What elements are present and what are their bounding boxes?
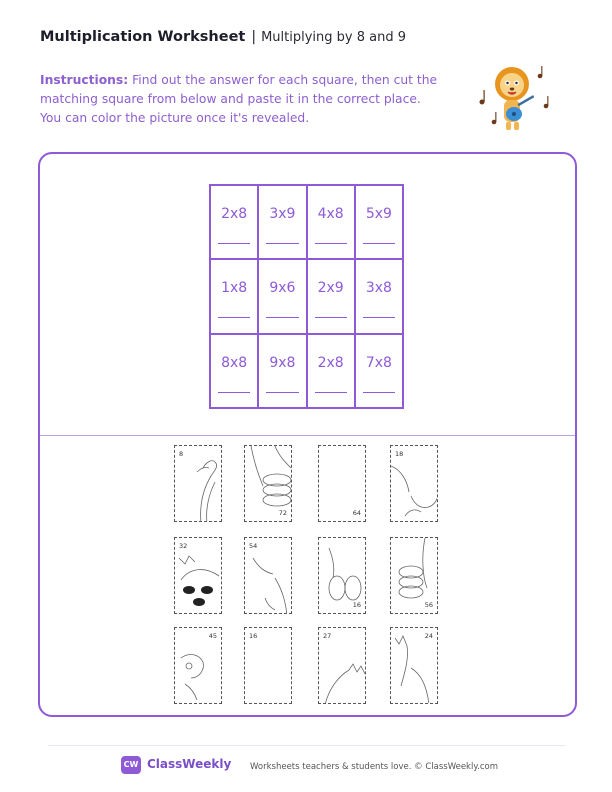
cut-divider (40, 435, 575, 436)
problem-text: 9x6 (269, 280, 296, 297)
answer-line[interactable] (266, 243, 298, 244)
lion-guitar-icon (474, 62, 554, 136)
lion-fragment-icon (391, 538, 438, 614)
piece-number: 27 (323, 632, 332, 640)
problem-text: 3x8 (365, 280, 392, 297)
lion-fragment-icon (391, 446, 438, 522)
problem-text: 8x8 (221, 354, 248, 371)
answer-line[interactable] (315, 317, 347, 318)
brand-name: ClassWeekly (147, 757, 232, 771)
problem-cell (258, 259, 306, 333)
header-separator: | (251, 29, 257, 45)
lion-fragment-icon (175, 628, 222, 704)
lion-fragment-icon (391, 628, 438, 704)
answer-line[interactable] (363, 243, 395, 244)
answer-line[interactable] (363, 392, 395, 393)
worksheet-header (40, 29, 406, 45)
cutout-piece[interactable] (318, 445, 366, 522)
classweekly-logo-icon: CW (121, 756, 141, 774)
lion-fragment-icon (175, 538, 222, 614)
problem-cell (210, 185, 258, 259)
problem-text: 2x9 (317, 280, 344, 297)
footer-divider (48, 745, 565, 746)
cutout-piece[interactable] (390, 537, 438, 614)
problem-text: 4x8 (317, 206, 344, 222)
instructions-text: Find out the answer for each square, then cut the matching square from below and paste it in the correct place. You can color the picture once it's revealed. (40, 73, 438, 125)
piece-number: 18 (395, 450, 404, 458)
cutout-piece[interactable] (318, 627, 366, 704)
problem-cell (258, 334, 306, 408)
multiplication-grid (209, 184, 404, 409)
problem-text: 9x8 (269, 354, 296, 371)
problem-text: 2x8 (317, 354, 344, 371)
answer-line[interactable] (218, 243, 250, 244)
problem-text: 3x9 (269, 206, 296, 222)
problem-text: 1x8 (221, 280, 248, 297)
lion-fragment-icon (319, 628, 366, 704)
cutout-piece[interactable] (174, 445, 222, 522)
problem-cell (258, 185, 306, 259)
piece-number: 72 (278, 509, 287, 517)
lion-fragment-icon (245, 446, 292, 522)
problem-cell (355, 259, 403, 333)
piece-number: 54 (249, 542, 258, 550)
cutout-piece[interactable] (390, 627, 438, 704)
piece-number: 56 (424, 601, 433, 609)
piece-number: 16 (249, 632, 258, 640)
lion-fragment-icon (175, 446, 222, 522)
answer-line[interactable] (315, 392, 347, 393)
problem-text: 2x8 (221, 206, 248, 222)
answer-line[interactable] (218, 392, 250, 393)
cutout-piece[interactable] (174, 537, 222, 614)
lion-fragment-icon (319, 538, 366, 614)
cutout-piece[interactable] (244, 445, 292, 522)
problem-text: 7x8 (365, 354, 392, 371)
cutout-piece[interactable] (244, 537, 292, 614)
answer-line[interactable] (266, 392, 298, 393)
worksheet-subtitle: Multiplying by 8 and 9 (261, 30, 406, 45)
piece-number: 64 (352, 509, 361, 517)
answer-line[interactable] (266, 317, 298, 318)
instructions-label: Instructions: (40, 73, 129, 87)
problem-cell (307, 334, 355, 408)
problem-cell (307, 185, 355, 259)
problem-cell (355, 334, 403, 408)
problem-cell (210, 259, 258, 333)
answer-line[interactable] (363, 317, 395, 318)
cutout-piece[interactable] (244, 627, 292, 704)
piece-number: 16 (352, 601, 361, 609)
problem-text: 5x9 (365, 206, 392, 222)
piece-number: 32 (179, 542, 188, 550)
cutout-piece[interactable] (318, 537, 366, 614)
cutout-piece[interactable] (390, 445, 438, 522)
problem-cell (355, 185, 403, 259)
cutout-piece[interactable] (174, 627, 222, 704)
answer-line[interactable] (218, 317, 250, 318)
lion-fragment-icon (245, 538, 292, 614)
piece-number: 45 (208, 632, 217, 640)
piece-number: 8 (179, 450, 184, 458)
worksheet-title: Multiplication Worksheet (40, 29, 246, 45)
piece-number: 24 (424, 632, 433, 640)
instructions (40, 71, 440, 128)
footer-tagline: Worksheets teachers & students love. © ClassWeekly.com (250, 762, 499, 772)
cutout-pieces (170, 445, 445, 705)
answer-line[interactable] (315, 243, 347, 244)
problem-cell (210, 334, 258, 408)
problem-cell (307, 259, 355, 333)
